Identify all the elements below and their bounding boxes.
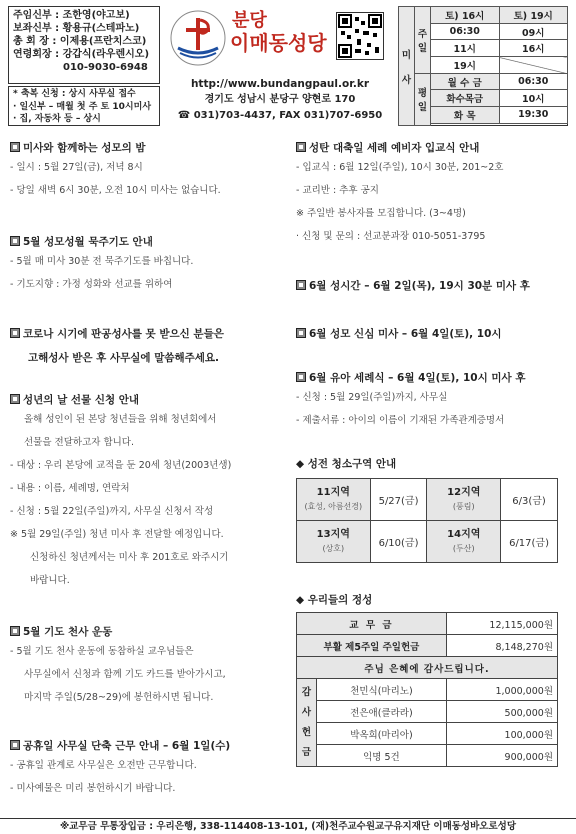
footer-bank-info: ※교무금 무통장입금 : 우리은행, 338-114408-13-101, (재)천주교수원교구유지재단 이매동성바오로성당: [0, 818, 576, 834]
mass-label: 미 사: [399, 7, 415, 126]
phone-icon: ☎: [177, 110, 194, 121]
section-adult-day-gift: 성년의 날 선물 신청 안내 올해 성인이 된 본당 청년들을 위해 청년회에서 선물을 전달하고자 합니다. - 대상 : 우리 본당에 교적을 둔 20세 청년(2003년생) - 내용 : 이름, 세례명, 연락처 - 신청 : 5월 22일(주일)까지, 사무실 신청서 작성 ※ 5월 29일(주일) 청년 미사 후 전달할 예정입니다. 신청하신 청년께서는 미사 후 201호로 와주시기 바랍니다.: [10, 394, 232, 586]
section-confession: 코로나 시기에 판공성사를 못 받으신 분들은 고해성사 받은 후 사무실에 말씀해주세요.: [10, 326, 224, 366]
section-square-icon: [296, 328, 306, 338]
staff-line: 총 회 장 : 이제용(프란치스코): [13, 36, 147, 47]
mass-schedule-table: 미 사 주 일 토) 16시 토) 19시 06:30 09시 11시 16시 19시 평 일 월 수 금 06:30 화수목금 10시 화 목 19:30: [398, 6, 568, 126]
section-marian-mass: 6월 성모 신심 미사 – 6월 4일(토), 10시: [296, 326, 502, 342]
section-prayer-angel: 5월 기도 천사 운동 - 5월 기도 천사 운동에 동참하실 교우님들은 사무실에서 신청과 함께 기도 카드를 받아가시고, 마지막 주일(5/28~29)에 봉헌하시면 됩니다.: [10, 626, 226, 703]
section-office-hours: 공휴일 사무실 단축 근무 안내 – 6월 1일(수) - 공휴일 관계로 사무실은 오전만 근무합니다. - 미사예물은 미리 봉헌하시기 바랍니다.: [10, 740, 231, 794]
notice-line: * 축복 신청 : 상시 사무실 접수: [13, 89, 136, 99]
logo-area: [160, 4, 400, 130]
diamond-icon: ◆: [296, 594, 308, 606]
section-square-icon: [296, 372, 306, 382]
staff-phone: 010-9030-6948: [63, 62, 148, 73]
section-rosary: 5월 성모성월 묵주기도 안내 - 5월 매 미사 30분 전 묵주기도를 바칩니다. - 기도지향 : 가정 성화와 선교를 위하여: [10, 236, 194, 290]
section-square-icon: [10, 328, 20, 338]
bulletin-header: [0, 0, 576, 130]
website-url: http://www.bundangpaul.or.kr: [190, 78, 370, 90]
offering-table: 교 무 금 12,115,000원 부활 제5주일 주일헌금 8,148,270원 주님 은혜에 감사드립니다. 감 사 헌 금 천민식(마리노) 1,000,000원 전은애(클라라) 500,000원 박옥희(마리아) 100,000원 익명 5건 900,000원: [296, 612, 558, 767]
staff-line: 연령회장 : 강갑식(라우렌시오): [13, 49, 150, 60]
notice-line: · 일신부 – 매월 첫 주 토 10시미사: [13, 101, 152, 112]
weekday-label: 평 일: [415, 73, 431, 125]
section-square-icon: [296, 280, 306, 290]
cleaning-table: 11지역 (효성, 아름선경) 5/27(금) 12지역 (풍림) 6/3(금) 13지역 (상호) 6/10(금) 14지역 (두산) 6/17(금): [296, 478, 558, 563]
section-square-icon: [10, 740, 20, 750]
section-holy-hour: 6월 성시간 – 6월 2일(목), 19시 30분 미사 후: [296, 278, 530, 294]
section-square-icon: [296, 142, 306, 152]
staff-line: 보좌신부 : 황용규(스테파노): [13, 23, 140, 34]
thanks-offering-label: 감 사 헌 금: [297, 679, 317, 767]
section-offering: ◆ 우리들의 정성 교 무 금 12,115,000원 부활 제5주일 주일헌금 8,148,270원 주님 은혜에 감사드립니다. 감 사 헌 금 천민식(마리노) 1,000,000원 전은애(클라라) 500,000원 박옥희(마리아) 100,000원 익명 5건 900,000원: [296, 592, 558, 767]
parish-name: 분당 이매동성당: [230, 10, 327, 55]
parish-logo: [168, 8, 228, 68]
section-cleaning: ◆ 성전 청소구역 안내 11지역 (효성, 아름선경) 5/27(금) 12지역 (풍림) 6/3(금) 13지역 (상호) 6/10(금) 14지역 (두산) 6/17(금): [296, 456, 558, 563]
phone-fax: ☎ 031)703-4437, FAX 031)707-6950: [177, 110, 383, 121]
section-square-icon: [10, 142, 20, 152]
contact-info: [160, 76, 400, 124]
staff-box: [8, 6, 160, 84]
section-square-icon: [10, 236, 20, 246]
empty-cell: [499, 57, 568, 74]
notice-line: · 집, 자동차 등 – 상시: [13, 114, 101, 124]
qr-code: [336, 12, 384, 60]
sunday-label: 주 일: [415, 7, 431, 74]
section-infant-baptism: 6월 유아 세례식 – 6월 4일(토), 10시 미사 후 - 신청 : 5월 29일(주일)까지, 사무실 - 제출서류 : 아이의 이름이 기재된 가족관계증명서: [296, 372, 526, 426]
section-square-icon: [10, 626, 20, 636]
section-mary-night: 미사와 함께하는 성모의 밤 - 일시 : 5월 27일(금), 저녁 8시 - 당일 새벽 6시 30분, 오전 10시 미사는 없습니다.: [10, 142, 221, 196]
diamond-icon: ◆: [296, 458, 308, 470]
blessing-notice-box: [8, 86, 160, 126]
section-catechumen: 성탄 대축일 세례 예비자 입교식 안내 - 입교식 : 6월 12일(주일), 10시 30분, 201~2호 - 교리반 : 추후 공지 ※ 주일반 봉사자를 모집합니다. (3~4명) · 신청 및 문의 : 선교분과장 010-5051-3795: [296, 142, 504, 242]
section-square-icon: [10, 394, 20, 404]
staff-line: 주임신부 : 조한영(야고보): [13, 10, 130, 21]
address: 경기도 성남시 분당구 양현로 170: [204, 94, 356, 105]
